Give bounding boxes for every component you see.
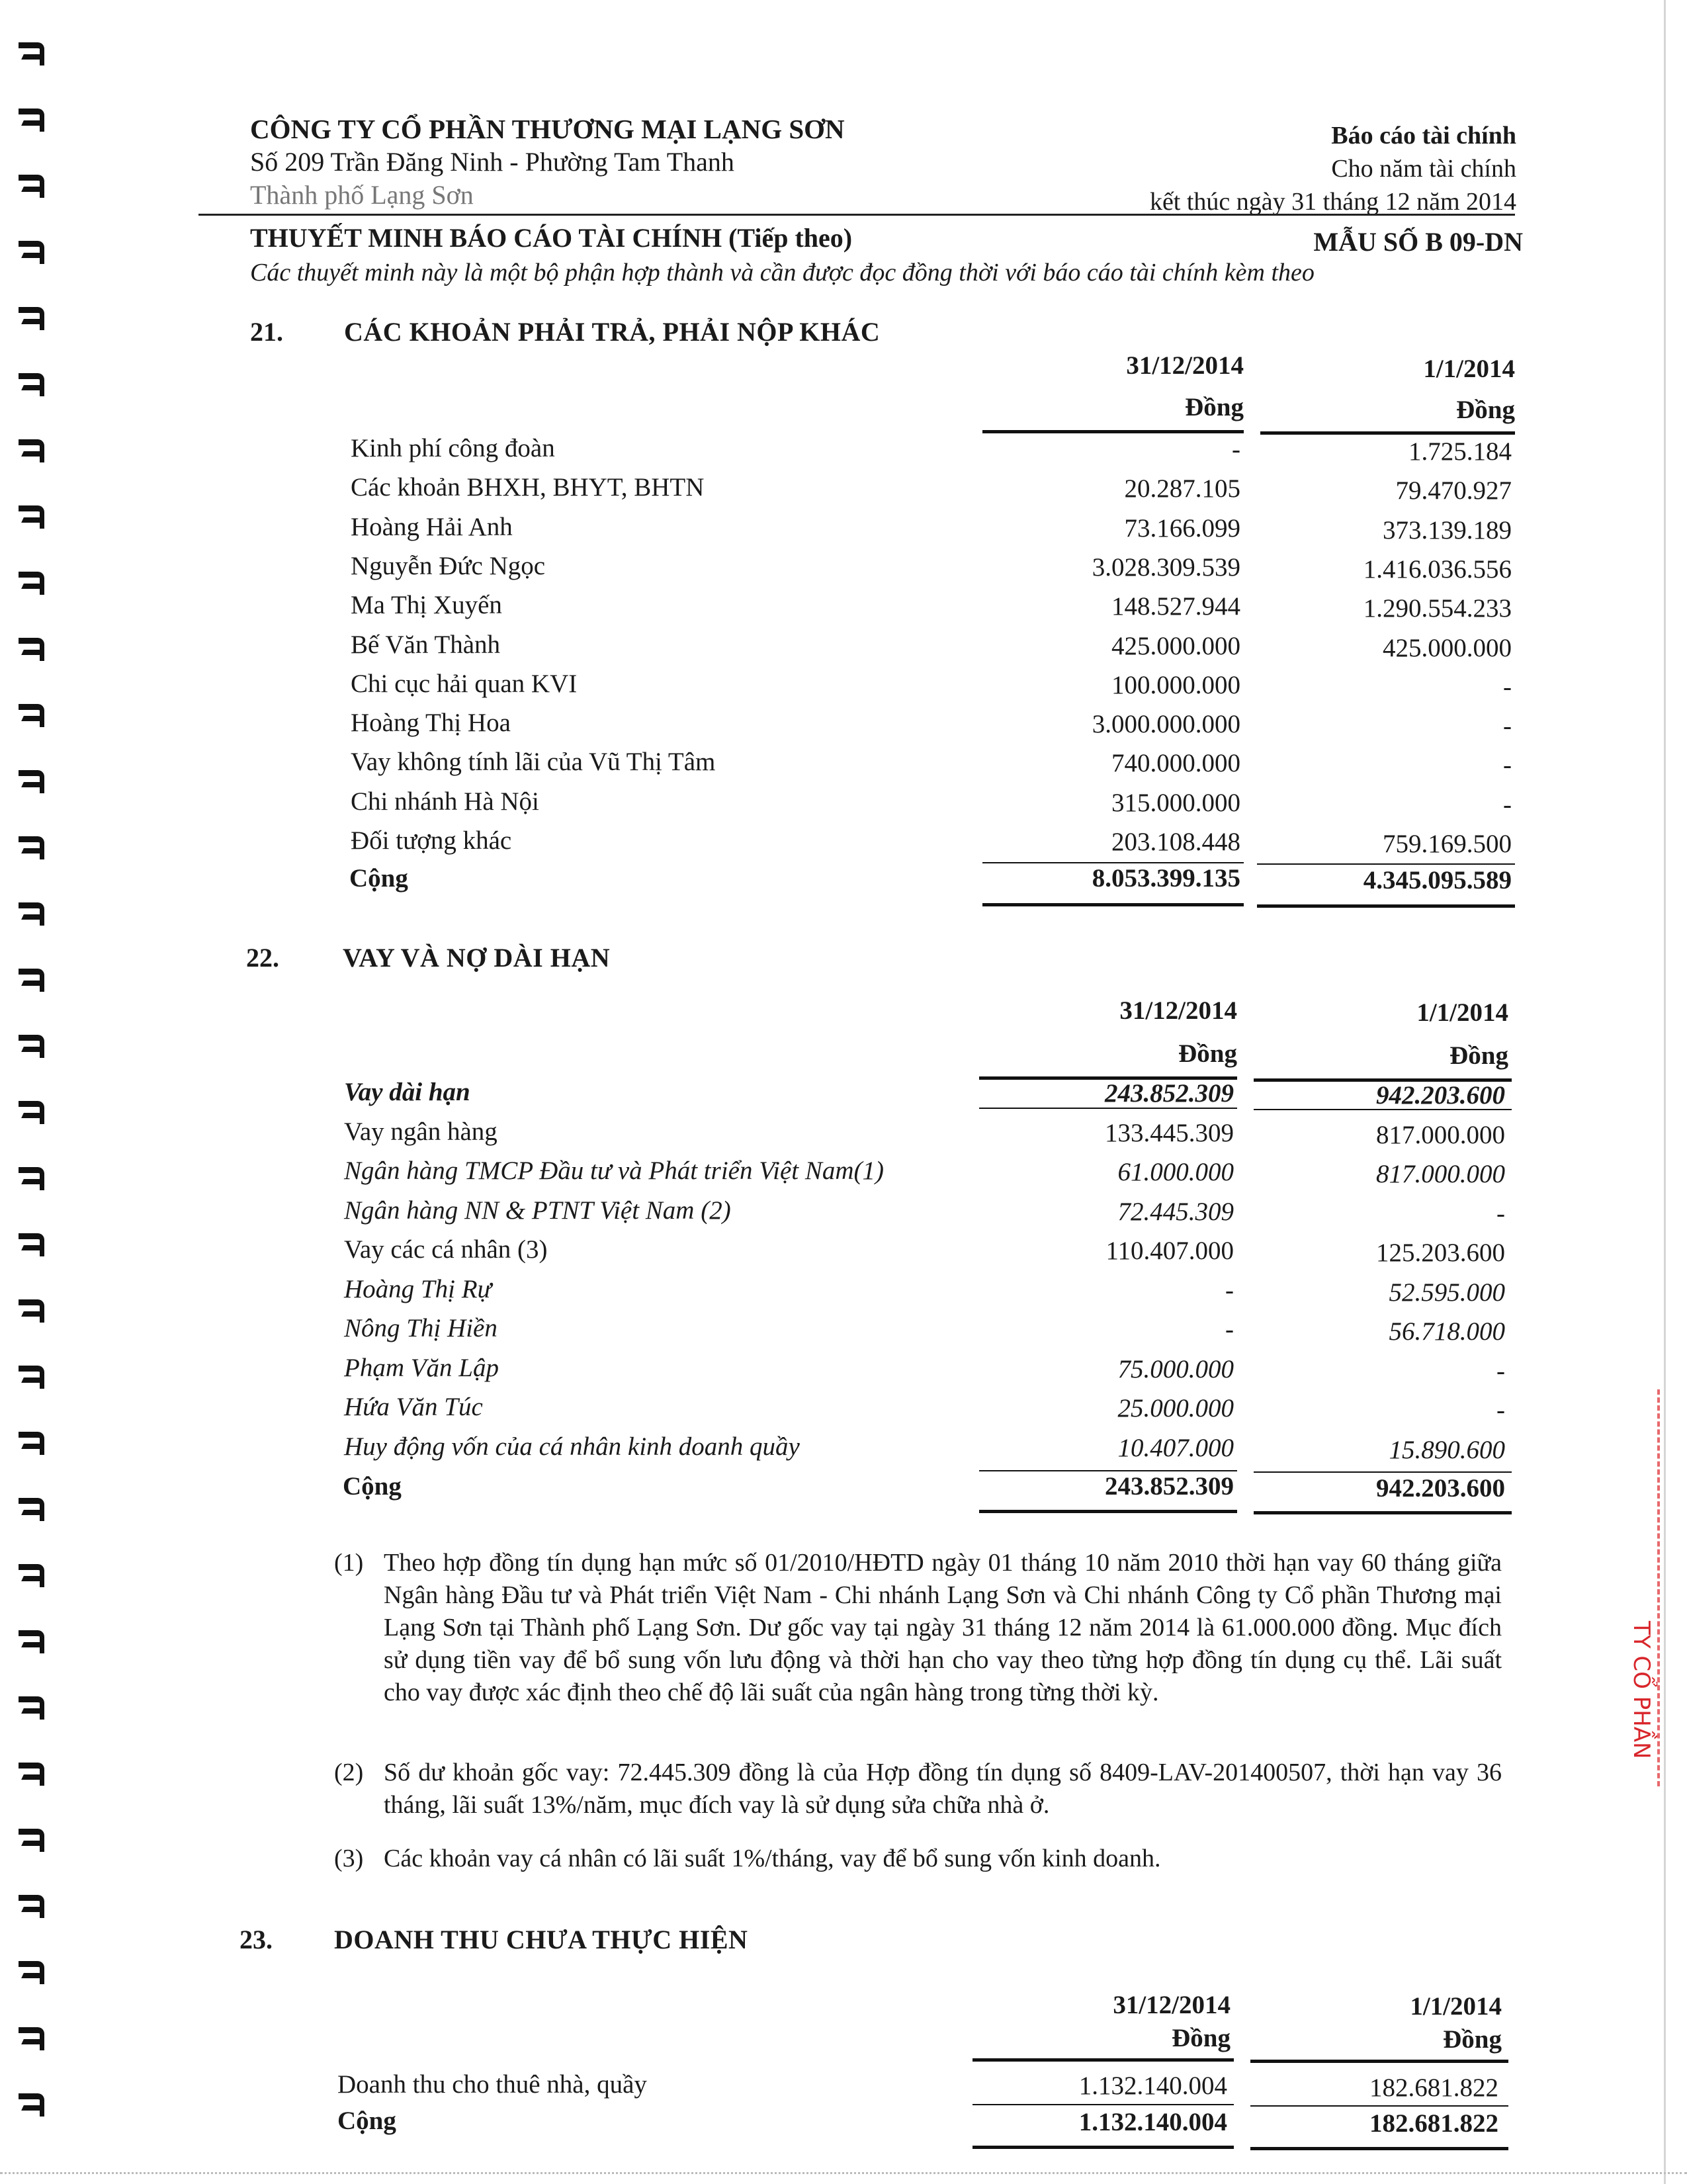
notes-title: THUYẾT MINH BÁO CÁO TÀI CHÍNH (Tiếp theo): [250, 223, 853, 253]
s21-row-2-current: 73.166.099: [1124, 513, 1240, 543]
s21-row-9-prior: -: [1503, 790, 1512, 819]
company-city: Thành phố Lạng Sơn: [250, 180, 474, 210]
s22-row-6-current: -: [1225, 1315, 1234, 1344]
s22-row-3-label: Ngân hàng NN & PTNT Việt Nam (2): [344, 1196, 731, 1225]
s23-total-rule-prior: [1250, 2105, 1508, 2107]
s21-row-9-current: 315.000.000: [1111, 788, 1240, 817]
s22-row-8-label: Hứa Văn Túc: [344, 1393, 483, 1421]
s21-row-1-label: Các khoản BHXH, BHYT, BHTN: [351, 473, 705, 502]
s21-row-3-label: Nguyễn Đức Ngọc: [351, 551, 546, 580]
s22-row-2-prior: 817.000.000: [1376, 1160, 1505, 1188]
s21-total-rule-prior: [1257, 863, 1515, 865]
s22-row-3-current: 72.445.309: [1117, 1197, 1234, 1226]
footnote-1-text: Theo hợp đồng tín dụng hạn mức số 01/2010/HĐTD ngày 01 tháng 10 năm 2010 thời hạn vay 60 tháng giữa Ngân hàng Đầu tư và Phát triển Việt Nam - Chi nhánh Lạng Sơn và Chi nhánh Công ty Cổ phần Thương mại Lạng Sơn tại Thành phố Lạng Sơn. Dư gốc vay tại ngày 31 tháng 12 năm 2014 là 61.000.000 đồng. Mục đích sử dụng tiền vay để bổ sung vốn lưu động và thời hạn cho vay theo từng hợp đồng tín dụng cụ thể. Lãi suất cho vay được xác định theo chế độ lãi suất của ngân hàng trong từng thời kỳ.: [384, 1549, 1502, 1706]
binding-ring: [19, 1429, 52, 1454]
footnote-3-mark: (3): [334, 1845, 364, 1872]
binding-ring: [19, 304, 52, 329]
binding-ring: [19, 1032, 52, 1057]
s22-row-9-label: Huy động vốn của cá nhân kinh doanh quầy: [344, 1432, 800, 1461]
section23-title: DOANH THU CHƯA THỰC HIỆN: [334, 1925, 748, 1954]
s21-head-rule-current: [982, 430, 1244, 433]
s22-row-3-prior: -: [1496, 1199, 1505, 1228]
binding-ring: [19, 1231, 52, 1256]
s22-row-5-prior: 52.595.000: [1389, 1278, 1505, 1307]
s21-total-under-prior: [1257, 904, 1515, 908]
section22-title: VAY VÀ NỢ DÀI HẠN: [343, 943, 611, 973]
s21-row-7-current: 3.000.000.000: [1092, 710, 1240, 739]
binding-ring: [19, 1760, 52, 1785]
section23-number: 23.: [239, 1925, 273, 1954]
s22-row-2-label: Ngân hàng TMCP Đầu tư và Phát triển Việt Nam(1): [344, 1157, 885, 1185]
binding-ring: [19, 1098, 52, 1123]
s21-row-7-prior: -: [1503, 712, 1512, 741]
binding-ring: [19, 106, 52, 131]
binding-ring: [19, 834, 52, 859]
section21-number: 21.: [250, 317, 283, 347]
s23-total-current: 1.132.140.004: [1078, 2108, 1227, 2136]
footnote-3: [334, 1843, 1502, 1882]
s22-col-prior: 1/1/2014: [1416, 998, 1508, 1027]
s21-row-5-label: Bế Văn Thành: [351, 630, 501, 659]
s21-total-label: Cộng: [349, 864, 408, 893]
s21-row-3-prior: 1.416.036.556: [1363, 554, 1512, 584]
s23-total-under-prior: [1250, 2147, 1508, 2150]
s21-row-3-current: 3.028.309.539: [1092, 552, 1240, 582]
s21-total-current: 8.053.399.135: [1092, 864, 1240, 893]
binding-ring: [19, 1958, 52, 1984]
report-period-2: kết thúc ngày 31 tháng 12 năm 2014: [1149, 188, 1516, 216]
s22-row-7-label: Phạm Văn Lập: [344, 1353, 499, 1382]
s21-row-5-prior: 425.000.000: [1383, 633, 1512, 662]
s22-row-7-prior: -: [1496, 1356, 1505, 1385]
binding-ring: [19, 635, 52, 660]
s22-vay-rule-current: [979, 1108, 1237, 1109]
form-number: MẪU SỐ B 09-DN: [1313, 227, 1523, 257]
s22-row-5-current: -: [1225, 1276, 1234, 1305]
notes-caption: Các thuyết minh này là một bộ phận hợp thành và cần được đọc đồng thời với báo cáo tài chính kèm theo: [250, 259, 1315, 286]
binding-ring: [19, 1297, 52, 1322]
footnote-1-mark: (1): [334, 1549, 364, 1577]
binding-ring: [19, 1892, 52, 1917]
s21-row-1-prior: 79.470.927: [1395, 476, 1512, 505]
binding-ring: [19, 569, 52, 594]
s23-total-rule-current: [973, 2104, 1234, 2105]
s22-row-4-label: Vay các cá nhân (3): [344, 1235, 548, 1264]
s22-row-5-label: Hoàng Thị Rự: [344, 1274, 492, 1303]
s21-row-7-label: Hoàng Thị Hoa: [351, 709, 511, 738]
s23-total-label: Cộng: [337, 2107, 396, 2135]
s21-row-0-prior: 1.725.184: [1408, 437, 1512, 466]
s22-row-7-current: 75.000.000: [1117, 1354, 1234, 1383]
s22-row-4-prior: 125.203.600: [1376, 1239, 1505, 1267]
s22-row-0-prior: 942.203.600: [1376, 1081, 1505, 1110]
company-name: CÔNG TY CỔ PHẦN THƯƠNG MẠI LẠNG SƠN: [250, 114, 845, 144]
company-header: [250, 112, 845, 212]
section22-number: 22.: [246, 943, 279, 973]
s23-row-0-prior: 182.681.822: [1369, 2074, 1498, 2102]
binding-ring: [19, 40, 52, 65]
s22-total-label: Cộng: [343, 1472, 402, 1501]
s22-unit-current: Đồng: [1178, 1039, 1237, 1068]
s21-row-6-label: Chi cục hải quan KVI: [351, 669, 578, 698]
s22-row-1-prior: 817.000.000: [1376, 1120, 1505, 1149]
s22-row-1-label: Vay ngân hàng: [344, 1117, 497, 1146]
s21-total-under-current: [982, 903, 1244, 906]
footnote-3-text: Các khoản vay cá nhân có lãi suất 1%/tháng, vay để bổ sung vốn kinh doanh.: [384, 1845, 1161, 1872]
binding-ring: [19, 1628, 52, 1653]
binding-ring: [19, 437, 52, 462]
binding-ring: [19, 1694, 52, 1719]
s23-total-prior: 182.681.822: [1369, 2109, 1498, 2138]
s22-row-6-prior: 56.718.000: [1389, 1317, 1505, 1346]
s22-total-rule-prior: [1254, 1471, 1512, 1473]
s21-row-0-current: -: [1232, 435, 1240, 464]
footnote-2: [334, 1757, 1502, 1829]
s22-total-prior: 942.203.600: [1376, 1474, 1505, 1503]
s21-row-8-current: 740.000.000: [1111, 749, 1240, 778]
s21-row-0-label: Kinh phí công đoàn: [351, 434, 555, 462]
s23-total-under-current: [973, 2146, 1234, 2149]
report-title: Báo cáo tài chính: [1331, 122, 1516, 150]
page-edge: [1664, 0, 1666, 2184]
s21-col-prior: 1/1/2014: [1423, 355, 1515, 383]
s23-row-0-current: 1.132.140.004: [1078, 2072, 1227, 2100]
s23-col-current: 31/12/2014: [1113, 1991, 1231, 2019]
s22-total-under-prior: [1254, 1511, 1512, 1514]
binding-ring: [19, 1561, 52, 1587]
binding-ring: [19, 900, 52, 925]
binding-ring: [19, 2025, 52, 2050]
spiral-binding: [0, 40, 73, 2170]
s22-row-6-label: Nông Thị Hiền: [344, 1314, 497, 1342]
s22-unit-prior: Đồng: [1449, 1041, 1508, 1070]
s21-row-1-current: 20.287.105: [1124, 474, 1240, 503]
s23-head-rule-current: [973, 2058, 1234, 2062]
s22-row-2-current: 61.000.000: [1117, 1158, 1234, 1186]
s22-row-9-current: 10.407.000: [1117, 1433, 1234, 1462]
binding-ring: [19, 767, 52, 793]
footnote-2-text: Số dư khoản gốc vay: 72.445.309 đồng là của Hợp đồng tín dụng số 8409-LAV-201400507, thời hạn vay 36 tháng, lãi suất 13%/năm, mục đích vay là sử dụng sửa chữa nhà ở.: [384, 1759, 1502, 1819]
s22-col-current: 31/12/2014: [1119, 996, 1237, 1025]
s21-row-6-current: 100.000.000: [1111, 670, 1240, 699]
footnote-1: [334, 1547, 1502, 1745]
s23-row-0-label: Doanh thu cho thuê nhà, quầy: [337, 2070, 647, 2099]
stamp-edge-mark: [1657, 1389, 1664, 1786]
binding-ring: [19, 238, 52, 263]
s21-total-prior: 4.345.095.589: [1363, 866, 1512, 895]
s21-col-current: 31/12/2014: [1126, 351, 1244, 380]
s22-row-8-current: 25.000.000: [1117, 1394, 1234, 1422]
binding-ring: [19, 1363, 52, 1388]
page-bottom-edge: [0, 2172, 1687, 2174]
s22-total-under-current: [979, 1510, 1237, 1513]
header-rule: [198, 214, 1515, 216]
s21-unit-prior: Đồng: [1456, 396, 1515, 424]
s22-row-9-prior: 15.890.600: [1389, 1435, 1505, 1464]
s21-row-2-prior: 373.139.189: [1383, 515, 1512, 545]
s23-head-rule-prior: [1250, 2060, 1508, 2063]
s21-row-4-prior: 1.290.554.233: [1363, 594, 1512, 623]
binding-ring: [19, 503, 52, 528]
binding-ring: [19, 966, 52, 991]
s21-row-10-label: Đối tượng khác: [351, 826, 512, 855]
s21-row-8-prior: -: [1503, 751, 1512, 780]
s23-unit-prior: Đồng: [1443, 2025, 1502, 2054]
binding-ring: [19, 1164, 52, 1190]
s21-row-5-current: 425.000.000: [1111, 631, 1240, 660]
s22-row-4-current: 110.407.000: [1105, 1237, 1234, 1265]
company-address: Số 209 Trần Đăng Ninh - Phường Tam Thanh: [250, 147, 734, 177]
report-period-1: Cho năm tài chính: [1331, 155, 1516, 183]
s21-row-6-prior: -: [1503, 672, 1512, 701]
binding-ring: [19, 1495, 52, 1520]
binding-ring: [19, 371, 52, 396]
s21-row-2-label: Hoàng Hải Anh: [351, 512, 513, 541]
binding-ring: [19, 2091, 52, 2116]
s21-row-10-prior: 759.169.500: [1383, 830, 1512, 858]
binding-ring: [19, 701, 52, 726]
footnote-2-mark: (2): [334, 1759, 364, 1786]
s22-row-1-current: 133.445.309: [1105, 1118, 1234, 1147]
s21-unit-current: Đồng: [1185, 393, 1244, 421]
binding-ring: [19, 1826, 52, 1851]
section21-title: CÁC KHOẢN PHẢI TRẢ, PHẢI NỘP KHÁC: [344, 317, 881, 347]
s22-row-0-label: Vay dài hạn: [344, 1078, 470, 1106]
s21-row-4-current: 148.527.944: [1111, 592, 1240, 621]
s21-row-10-current: 203.108.448: [1111, 828, 1240, 856]
s22-total-current: 243.852.309: [1105, 1472, 1234, 1501]
s21-row-8-label: Vay không tính lãi của Vũ Thị Tâm: [351, 748, 716, 777]
s23-unit-current: Đồng: [1172, 2024, 1231, 2052]
red-stamp: [1627, 1621, 1654, 1939]
s22-vay-rule-prior: [1254, 1109, 1512, 1110]
report-header: [1150, 119, 1516, 218]
stamp-text: TY CỔ PHẦN: [1628, 1621, 1655, 1759]
s21-row-4-label: Ma Thị Xuyến: [351, 591, 502, 620]
s22-row-8-prior: -: [1496, 1396, 1505, 1424]
s21-row-9-label: Chi nhánh Hà Nội: [351, 787, 539, 816]
s22-row-0-current: 243.852.309: [1105, 1079, 1234, 1108]
s23-col-prior: 1/1/2014: [1410, 1992, 1502, 2021]
binding-ring: [19, 172, 52, 197]
s21-head-rule-prior: [1260, 431, 1515, 435]
